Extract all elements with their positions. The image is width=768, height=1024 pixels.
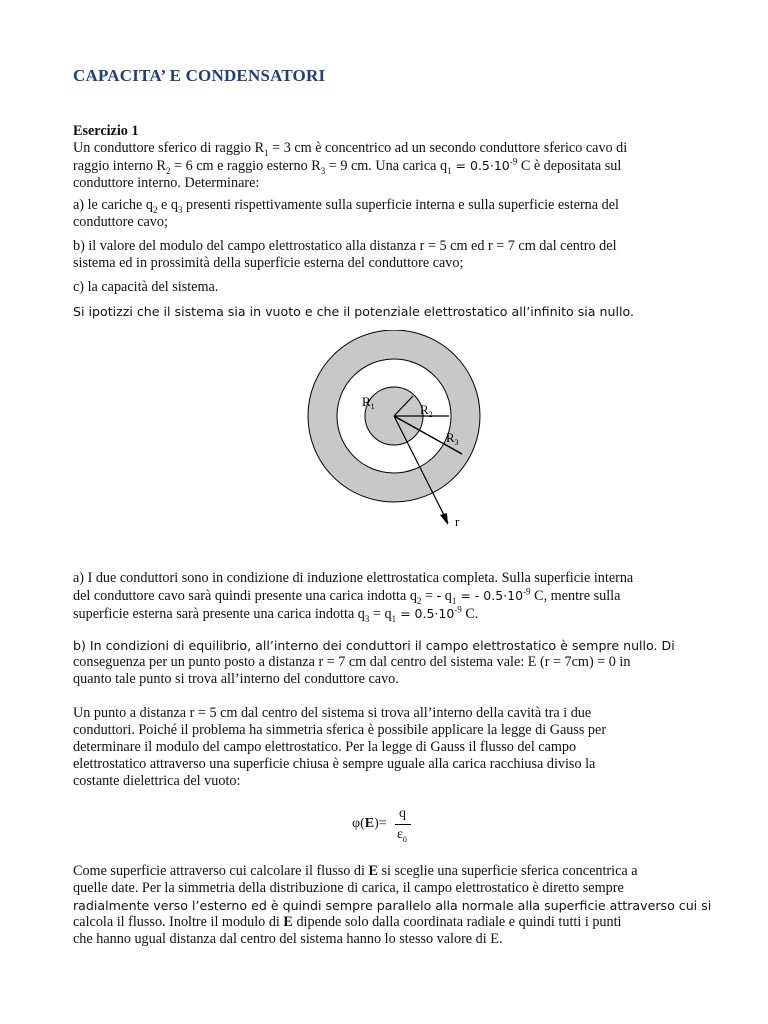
arrow-head	[440, 513, 448, 525]
answer-b: b) In condizioni di equilibrio, all’interno dei conduttori il campo elettrostatico è sempre nullo. Di conseguenza per un punto posto a distanza r = 7 cm dal centro del sistema vale: E (r = 7cm) = 0 in quanto tale punto si trova all’interno del conduttore cavo.	[73, 638, 675, 687]
surface-paragraph: Come superficie attraverso cui calcolare il flusso di E si sceglie una superficie sferica concentrica a quelle date. Per la simmetria della distribuzione di carica, il campo elettrostatico è diretto sempre radialmente verso l’esterno ed è quindi sempre parallelo alla normale alla superficie attraverso cui si calcola il flusso. Inoltre il modulo di E dipende solo dalla coordinata radiale e quindi tutti i punti che hanno ugual distanza dal centro del sistema hanno lo stesso valore di E.	[73, 863, 712, 947]
concentric-spheres-diagram	[300, 330, 500, 540]
label-r: r	[455, 514, 460, 529]
answer-a: a) I due conduttori sono in condizione di induzione elettrostatica completa. Sulla superficie interna del conduttore cavo sarà quindi presente una carica indotta $q_2$ = - $q_1$ = - $0.5\cdot 10^{-9}$ C, mentre sulla superficie esterna sarà presente una carica indotta $q_3 = q_1 = 0.5\cdot 10^{-9}$ C.	[73, 570, 634, 624]
exercise-heading: Esercizio 1	[73, 123, 139, 139]
label-r2: $R_2$	[420, 402, 433, 419]
gauss-formula: φ(E)= q $\varepsilon_0$	[352, 806, 432, 846]
hypothesis-text: Si ipotizzi che il sistema sia in vuoto e che il potenziale elettrostatico all’infinito sia nullo.	[73, 304, 634, 319]
page-title: CAPACITA’ E CONDENSATORI	[73, 66, 326, 85]
label-r1: $R_1$	[362, 394, 375, 411]
question-b: b) il valore del modulo del campo elettrostatico alla distanza r = 5 cm ed r = 7 cm dal centro del sistema ed in prossimità della superficie esterna del conduttore cavo;	[73, 238, 617, 271]
label-r3: $R_3$	[446, 430, 459, 447]
gauss-paragraph: Un punto a distanza r = 5 cm dal centro del sistema si trova all’interno della cavità tra i due conduttori. Poiché il problema ha simmetria sferica è possibile applicare la legge di Gauss per determinare il modulo del campo elettrostatico. Per la legge di Gauss il flusso del campo elettrostatico attraverso una superficie chiusa è sempre uguale alla carica racchiusa diviso la costante dielettrica del vuoto:	[73, 705, 607, 789]
question-c: c) la capacità del sistema.	[73, 279, 219, 295]
intro-line-3: conduttore interno. Determinare:	[73, 175, 260, 191]
question-a: a) le cariche $q_2$ e $q_3$ presenti rispettivamente sulla superficie interna e sulla superficie esterna del conduttore cavo;	[73, 197, 619, 230]
exercise-statement	[73, 123, 695, 192]
intro-line-1: Un conduttore sferico di raggio $R_1 = 3$ cm è concentrico ad un secondo conduttore sferico cavo di	[73, 140, 628, 158]
intro-line-2: raggio interno $R_2 = 6$ cm e raggio esterno $R_3 = 9$ cm. Una carica $q_1 = 0.5\cdot 10^{-9}$ C è depositata sul	[73, 156, 622, 176]
